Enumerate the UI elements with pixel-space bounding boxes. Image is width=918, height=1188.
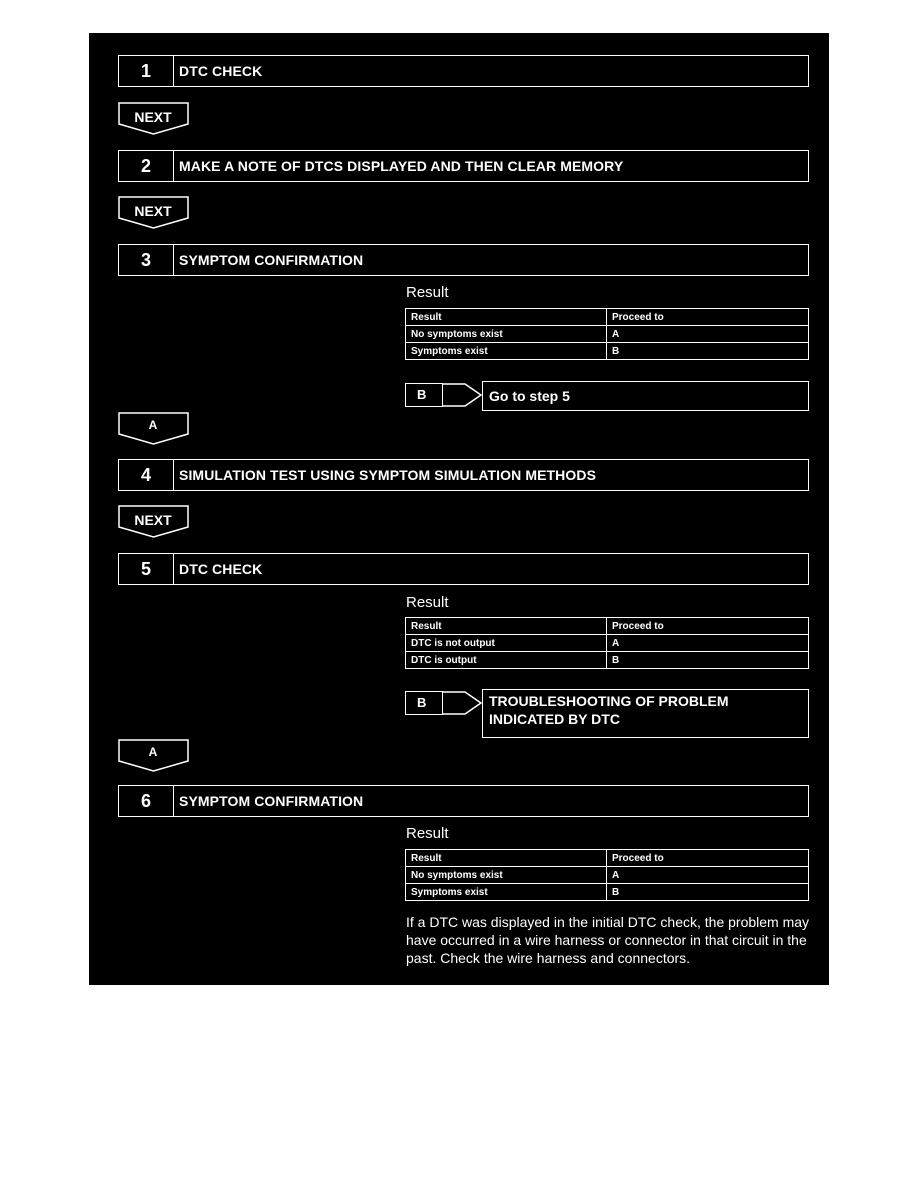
a-arrow-1 <box>118 412 190 446</box>
row-proceed: B <box>607 652 809 669</box>
header-proceed: Proceed to <box>607 309 809 326</box>
step-number: 2 <box>119 151 174 181</box>
row-result: No symptoms exist <box>406 326 607 343</box>
step-title: SYMPTOM CONFIRMATION <box>179 793 364 809</box>
header-proceed: Proceed to <box>607 618 809 635</box>
row-proceed: A <box>607 635 809 652</box>
result-table-step-3 <box>405 308 809 360</box>
table-row <box>406 884 809 901</box>
row-result: Symptoms exist <box>406 884 607 901</box>
row-result: Symptoms exist <box>406 343 607 360</box>
row-result: DTC is output <box>406 652 607 669</box>
target-line-2: INDICATED BY DTC <box>489 711 620 727</box>
table-row <box>406 652 809 669</box>
step-title: DTC CHECK <box>179 63 263 79</box>
step-6-box <box>118 785 809 817</box>
table-row <box>406 635 809 652</box>
branch-b-box: B <box>405 691 443 715</box>
row-result: No symptoms exist <box>406 867 607 884</box>
text-cursor-mark <box>816 131 821 158</box>
table-header-row <box>406 850 809 867</box>
row-proceed: B <box>607 884 809 901</box>
table-header-row <box>406 309 809 326</box>
step-3-box <box>118 244 809 276</box>
step-5-box <box>118 553 809 585</box>
a-label: A <box>148 418 158 432</box>
branch-arrow-icon <box>443 691 483 715</box>
note-text: If a DTC was displayed in the initial DTC check, the problem may have occurred in a wire harness or connector in that circuit in the past. Check the wire harness and connectors. <box>406 914 810 966</box>
next-label: NEXT <box>134 203 172 219</box>
next-label: NEXT <box>134 109 172 125</box>
next-arrow-1 <box>118 102 190 136</box>
header-result: Result <box>406 618 607 635</box>
header-result: Result <box>406 309 607 326</box>
header-result: Result <box>406 850 607 867</box>
a-arrow-2 <box>118 739 190 773</box>
step-1-box <box>118 55 809 87</box>
step-title: MAKE A NOTE OF DTCS DISPLAYED AND THEN CLEAR MEMORY <box>179 158 624 174</box>
branch-arrow-icon <box>443 383 483 407</box>
row-proceed: A <box>607 867 809 884</box>
step-title: SYMPTOM CONFIRMATION <box>179 252 364 268</box>
table-row <box>406 867 809 884</box>
result-heading: Result <box>406 284 449 301</box>
result-table-step-5 <box>405 617 809 669</box>
branch-b-box: B <box>405 383 443 407</box>
row-proceed: A <box>607 326 809 343</box>
table-row <box>406 326 809 343</box>
row-proceed: B <box>607 343 809 360</box>
next-label: NEXT <box>134 512 172 528</box>
next-arrow-3 <box>118 505 190 539</box>
step-4-box <box>118 459 809 491</box>
step-title: DTC CHECK <box>179 561 263 577</box>
branch-target-troubleshooting <box>482 689 809 738</box>
result-heading: Result <box>406 825 449 842</box>
step-2-box <box>118 150 809 182</box>
next-arrow-2 <box>118 196 190 230</box>
step-number: 3 <box>119 245 174 275</box>
target-line-1: TROUBLESHOOTING OF PROBLEM <box>489 693 729 709</box>
a-label: A <box>148 745 158 759</box>
row-result: DTC is not output <box>406 635 607 652</box>
result-table-step-6 <box>405 849 809 901</box>
step-number: 4 <box>119 460 174 490</box>
step-number: 6 <box>119 786 174 816</box>
table-row <box>406 343 809 360</box>
step-number: 5 <box>119 554 174 584</box>
step-title: SIMULATION TEST USING SYMPTOM SIMULATION METHODS <box>179 467 597 483</box>
result-heading: Result <box>406 594 449 611</box>
header-proceed: Proceed to <box>607 850 809 867</box>
table-header-row <box>406 618 809 635</box>
step-number: 1 <box>119 56 174 86</box>
branch-target-step-5: Go to step 5 <box>482 381 809 411</box>
